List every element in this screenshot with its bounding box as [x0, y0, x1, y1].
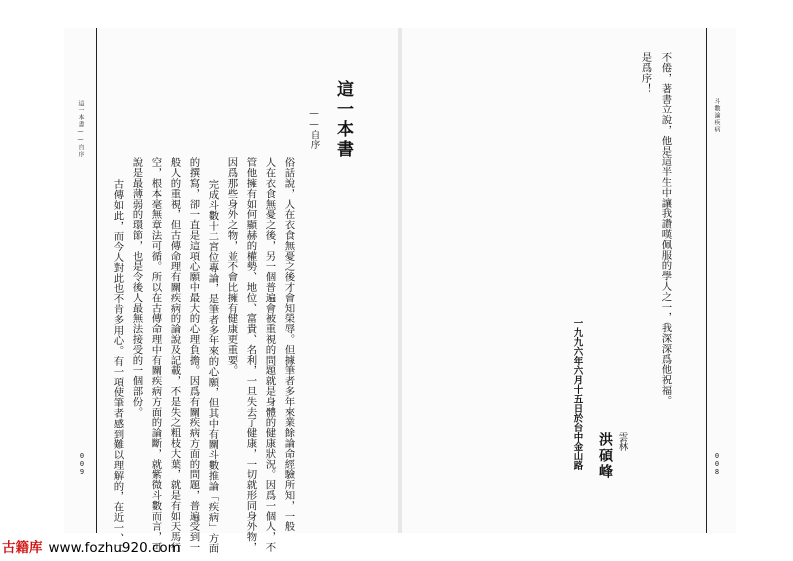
body-column-5: 完成斗數十二宮位專論，是筆者多年來的心願，但其中有關斗數推論「疾病」方面 — [206, 179, 219, 554]
body-column-9: 說是最薄弱的環節，也是令後人最無法接受的一個部份。 — [130, 157, 143, 417]
body-column-10: 古傳如此，而今人對此也不肯多用心。有一項使筆者感到難以理解的，在近一、二 — [111, 179, 124, 554]
date-line: 一九九六年六月十五日於台中金山路 — [571, 318, 583, 470]
signature-name: 洪碩峰 — [597, 432, 613, 480]
body-column-6: 的撰寫，卻一直是這項心願中最大的心理負擔。因爲有關疾病方面的問題，普遍受到一 — [187, 157, 200, 553]
body-column-3: 管他擁有如何顯赫的權勢、地位、富貴、名利，一旦失去了健康，一切就形同身外物， — [244, 157, 257, 553]
right-running-head: 斗數論疾病 — [713, 98, 720, 133]
chapter-title: 這一本書 — [333, 80, 353, 160]
preface-closing-column-1: 不倦，著書立說，他是這半生中讓我讚嘆佩服的學人之一，我深深爲他祝福。 — [659, 52, 672, 406]
body-column-7: 般人的重視，但古傳命理有關疾病的論說及記載，不是失之粗枝大葉，就是有如天馬行 — [168, 157, 181, 553]
left-margin-rule — [96, 28, 97, 533]
signature-location: 雲林 — [616, 432, 628, 451]
watermark-url: www.fozhu920.com — [48, 540, 181, 556]
right-margin-rule — [706, 28, 707, 533]
left-page-number: 009 — [78, 452, 86, 476]
body-column-8: 空，根本毫無章法可循。所以在古傳命理中有關疾病方面的論斷，就紫微斗數而言，可 — [149, 157, 162, 553]
book-spine — [398, 28, 402, 533]
right-page — [402, 28, 736, 533]
right-page-number: 008 — [713, 452, 721, 476]
body-column-1: 俗話說，人在衣食無憂之後才會知榮辱。但據筆者多年來業餘論命經驗所知，一般 — [282, 157, 295, 532]
left-running-head: 這一本書——自序 — [77, 100, 84, 158]
site-watermark — [2, 537, 181, 559]
chapter-subtitle: ——自序 — [308, 108, 320, 149]
body-column-4: 因爲那些身外之物，並不會比擁有健康更重要。 — [225, 157, 238, 376]
body-column-2: 人在衣食無憂之後，另一個普遍會被重視的問題就是身體的健康狀況。因爲一個人，不 — [263, 157, 276, 553]
watermark-brand: 古籍库 — [2, 540, 43, 556]
preface-closing-column-2: 是爲序！ — [639, 52, 652, 94]
